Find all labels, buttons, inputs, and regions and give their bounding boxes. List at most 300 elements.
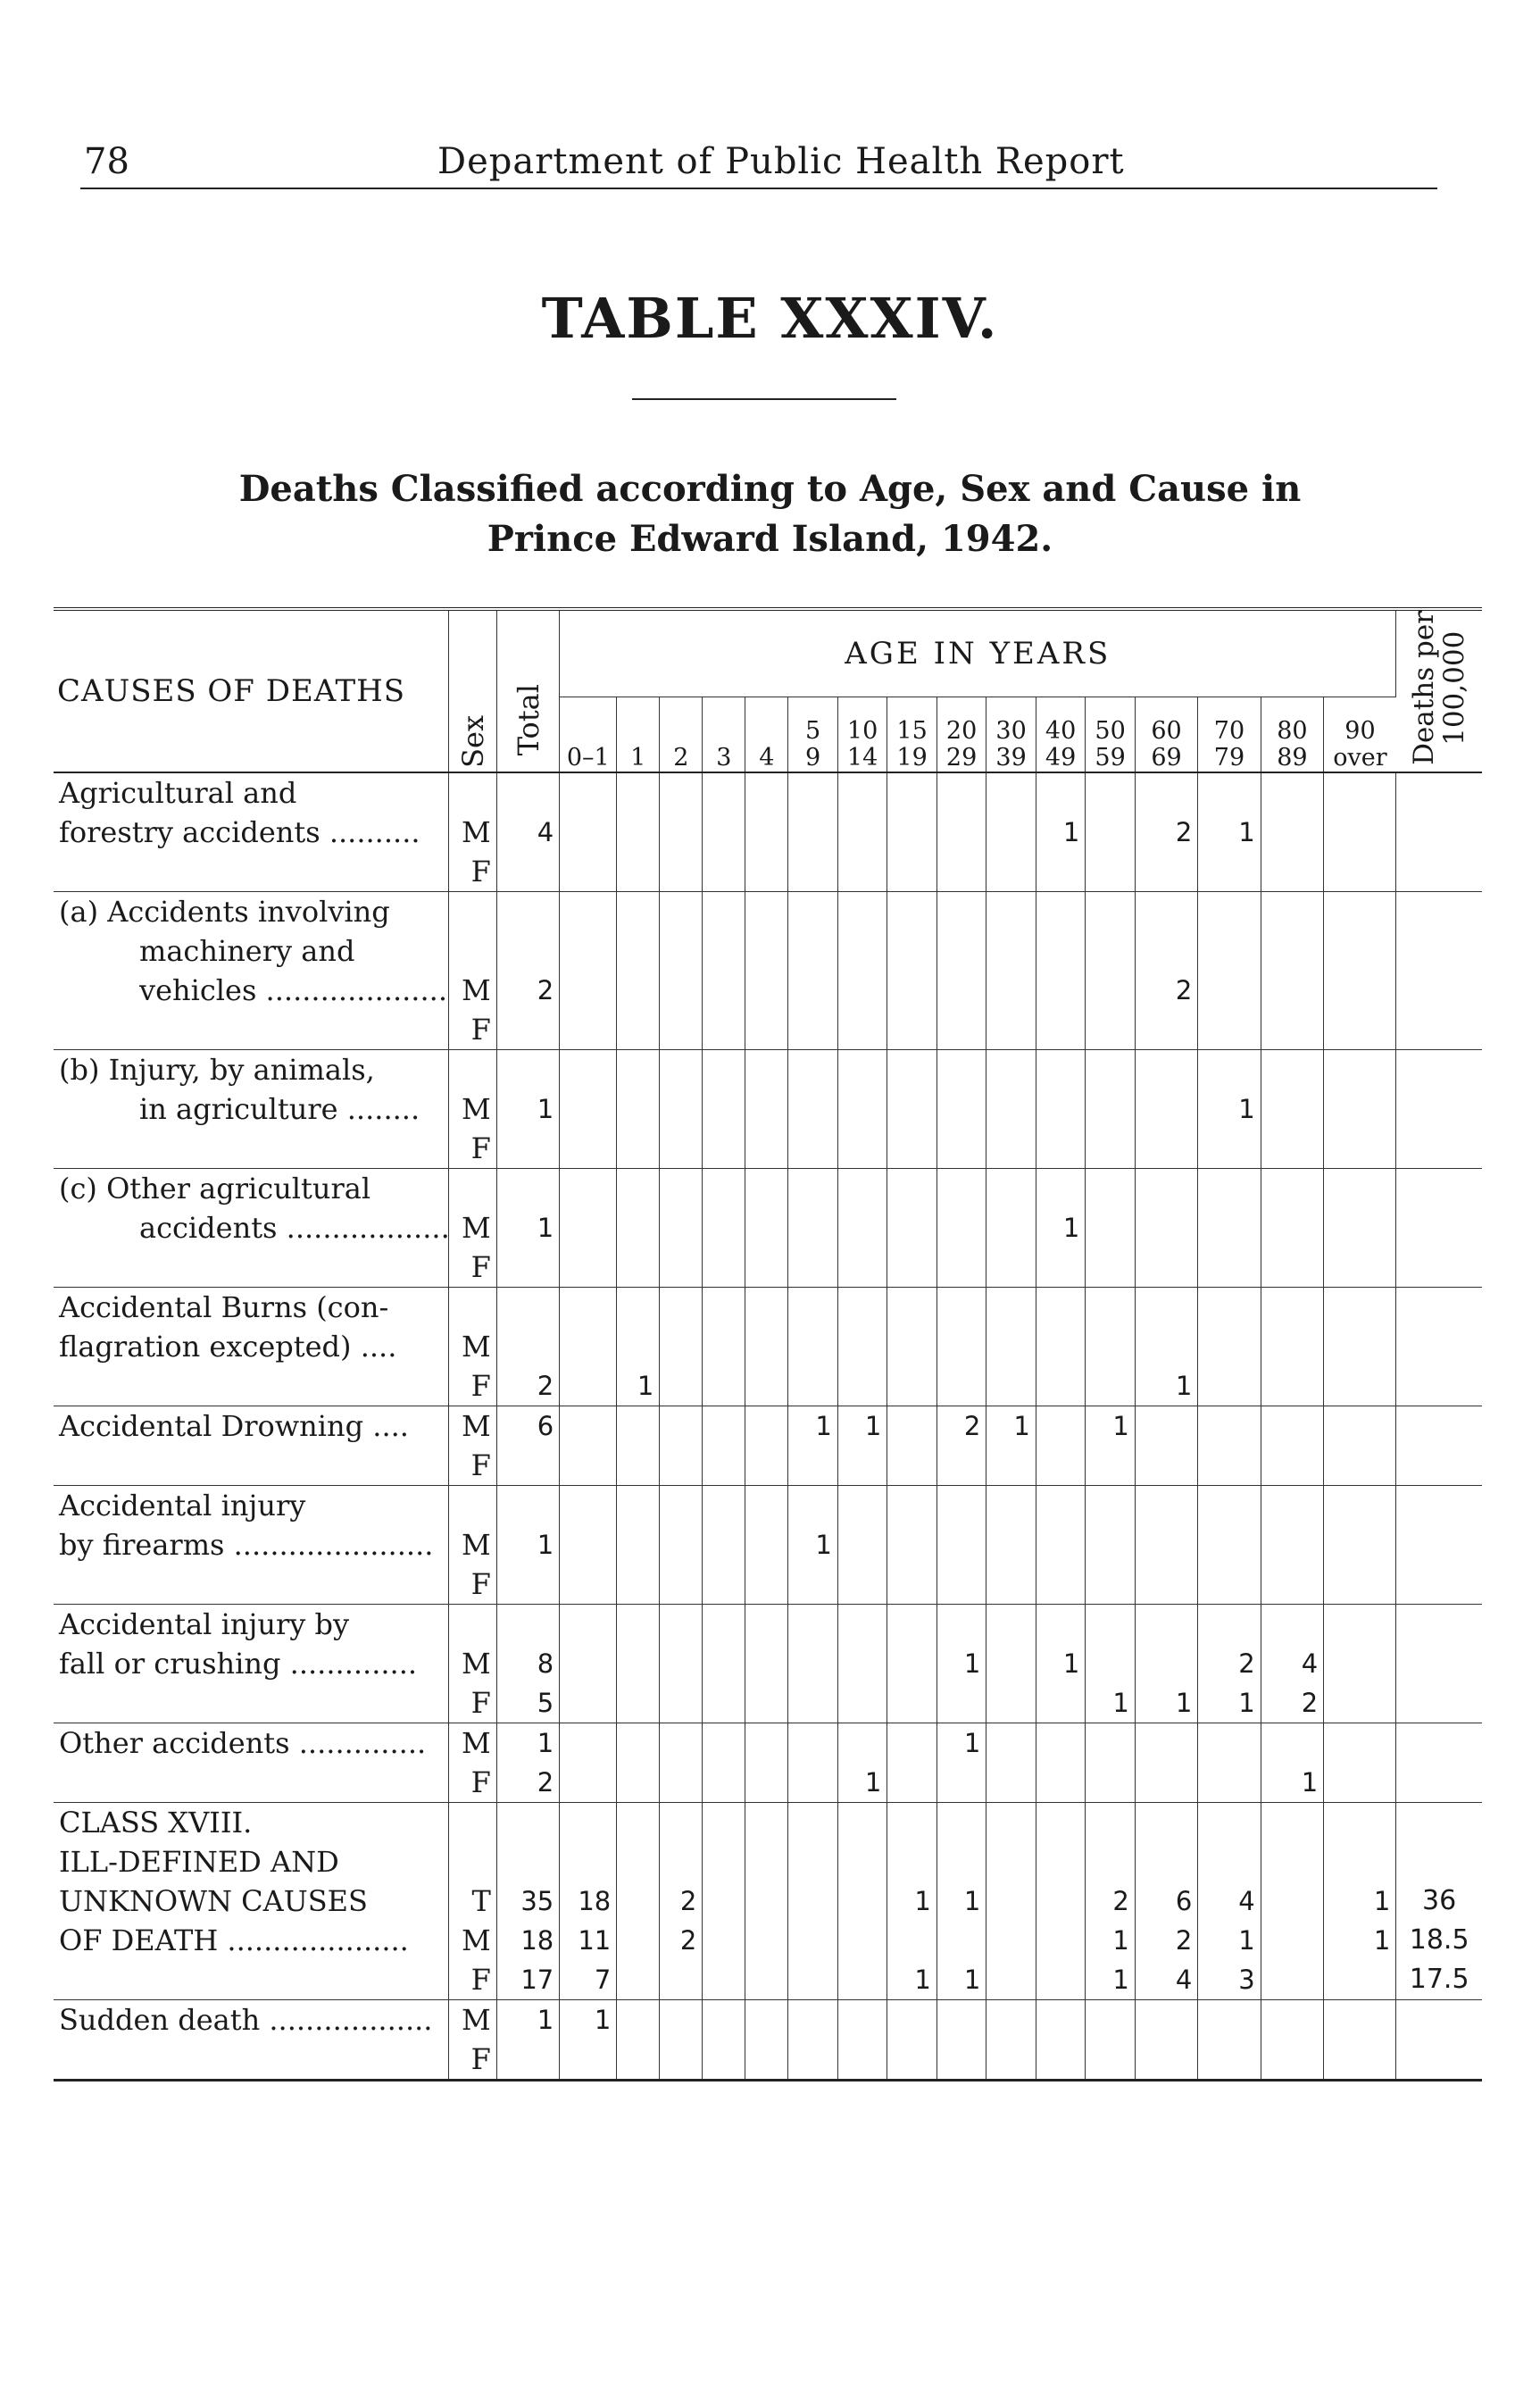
age-count-cell — [837, 1881, 887, 1921]
age-count-cell — [560, 1168, 617, 1208]
age-count-cell — [660, 1644, 703, 1683]
sex-cell: F — [449, 1763, 496, 1803]
age-count-cell — [1036, 1287, 1086, 1327]
age-count-cell — [1086, 1129, 1136, 1169]
age-count-cell: 1 — [1198, 1683, 1261, 1723]
age-count-cell: 1 — [936, 1723, 986, 1763]
age-bracket-start: 50 — [1095, 716, 1126, 745]
age-bracket-start: 60 — [1151, 716, 1182, 745]
age-count-cell — [560, 971, 617, 1010]
age-count-cell — [703, 1564, 745, 1605]
table-row — [54, 1485, 1482, 1525]
age-count-cell: 1 — [1036, 1644, 1086, 1683]
age-count-cell — [1036, 1010, 1086, 1050]
age-count-cell — [1198, 1723, 1261, 1763]
table-row — [54, 1604, 1482, 1644]
age-count-cell — [1036, 1999, 1086, 2040]
age-count-cell — [1086, 1287, 1136, 1327]
age-count-cell — [1261, 1168, 1323, 1208]
causes-column-header: CAUSES OF DEATHS — [54, 609, 449, 772]
age-count-cell: 1 — [1198, 1089, 1261, 1129]
total-cell: 2 — [496, 1366, 559, 1406]
age-count-cell — [887, 1723, 937, 1763]
age-count-cell: 6 — [1135, 1881, 1197, 1921]
age-count-cell — [788, 1564, 838, 1605]
age-count-cell — [986, 1287, 1036, 1327]
age-count-cell — [1324, 1763, 1396, 1803]
age-count-cell — [1324, 772, 1396, 813]
age-count-cell — [887, 1604, 937, 1644]
total-cell: 1 — [496, 1089, 559, 1129]
age-count-cell — [788, 852, 838, 892]
age-count-cell — [745, 1089, 788, 1129]
age-count-cell — [660, 1723, 703, 1763]
rate-cell — [1396, 1129, 1482, 1169]
age-count-cell — [936, 1604, 986, 1644]
age-count-cell — [1036, 1485, 1086, 1525]
age-count-cell — [1036, 772, 1086, 813]
cause-label: (b) Injury, by animals, — [54, 1049, 449, 1089]
total-cell: 18 — [496, 1921, 559, 1960]
age-count-cell — [560, 1327, 617, 1366]
age-count-cell — [703, 1881, 745, 1921]
age-count-cell — [788, 1960, 838, 2000]
age-count-cell — [986, 1881, 1036, 1921]
age-count-cell — [1135, 1446, 1197, 1486]
age-bracket-header — [745, 697, 788, 772]
age-count-cell — [703, 1129, 745, 1169]
age-count-cell — [986, 1763, 1036, 1803]
age-count-cell — [837, 1802, 887, 1842]
rate-cell — [1396, 1168, 1482, 1208]
age-bracket-end: 0–1 — [566, 743, 610, 772]
age-count-cell — [560, 1049, 617, 1089]
age-count-cell — [1324, 1366, 1396, 1406]
cause-label — [54, 2040, 449, 2081]
age-count-cell — [1261, 1406, 1323, 1446]
age-count-cell — [1198, 1999, 1261, 2040]
age-count-cell: 1 — [1036, 1208, 1086, 1247]
age-count-cell — [1198, 1327, 1261, 1366]
age-count-cell — [703, 852, 745, 892]
total-cell — [496, 1247, 559, 1288]
table-row — [54, 1287, 1482, 1327]
age-count-cell — [887, 1564, 937, 1605]
age-count-cell — [837, 1208, 887, 1247]
age-count-cell — [560, 2040, 617, 2081]
table-row — [54, 971, 1482, 1010]
age-count-cell — [660, 813, 703, 852]
age-bracket-header — [936, 697, 986, 772]
cause-label: Accidental Drowning .... — [54, 1406, 449, 1446]
age-count-cell — [660, 2040, 703, 2081]
age-count-cell — [986, 1525, 1036, 1564]
age-count-cell — [617, 1604, 660, 1644]
age-count-cell: 4 — [1261, 1644, 1323, 1683]
age-count-cell: 1 — [1086, 1683, 1136, 1723]
table-row — [54, 852, 1482, 892]
age-count-cell: 1 — [788, 1406, 838, 1446]
age-count-cell — [1324, 1644, 1396, 1683]
age-bracket-end: 9 — [804, 743, 821, 772]
age-count-cell — [1135, 1644, 1197, 1683]
age-count-cell — [1261, 1366, 1323, 1406]
age-count-cell — [986, 1604, 1036, 1644]
age-count-cell — [1036, 1247, 1086, 1288]
age-count-cell — [1324, 2040, 1396, 2081]
age-count-cell — [936, 971, 986, 1010]
cause-label: fall or crushing .............. — [54, 1644, 449, 1683]
age-count-cell — [560, 1129, 617, 1169]
age-count-cell — [788, 1446, 838, 1486]
age-count-cell — [1198, 1842, 1261, 1881]
cause-label: Sudden death .................. — [54, 1999, 449, 2040]
age-count-cell — [1198, 1485, 1261, 1525]
table-row — [54, 1010, 1482, 1050]
rate-cell — [1396, 1287, 1482, 1327]
age-count-cell — [660, 1247, 703, 1288]
cause-label: OF DEATH .................... — [54, 1921, 449, 1960]
age-count-cell — [1198, 931, 1261, 971]
age-count-cell — [703, 1842, 745, 1881]
age-count-cell — [1198, 2040, 1261, 2081]
age-count-cell: 2 — [660, 1921, 703, 1960]
age-count-cell — [745, 1802, 788, 1842]
age-count-cell — [1261, 1247, 1323, 1288]
age-count-cell — [703, 1089, 745, 1129]
age-count-cell — [1135, 2040, 1197, 2081]
age-count-cell — [745, 1446, 788, 1486]
age-count-cell — [745, 852, 788, 892]
sex-cell: M — [449, 1327, 496, 1366]
age-count-cell — [837, 1960, 887, 2000]
age-count-cell — [1086, 772, 1136, 813]
table-row — [54, 1247, 1482, 1288]
age-count-cell — [936, 1089, 986, 1129]
total-column-header: Total — [496, 609, 559, 772]
age-count-cell — [660, 1683, 703, 1723]
age-count-cell — [936, 772, 986, 813]
age-count-cell — [1198, 1247, 1261, 1288]
age-count-cell — [1261, 1960, 1323, 2000]
age-count-cell: 1 — [1324, 1881, 1396, 1921]
age-count-cell — [986, 891, 1036, 931]
rate-cell — [1396, 852, 1482, 892]
age-bracket-end: 69 — [1151, 743, 1182, 772]
age-count-cell — [560, 1010, 617, 1050]
sex-cell — [449, 1049, 496, 1089]
age-count-cell — [560, 813, 617, 852]
age-count-cell — [1086, 1485, 1136, 1525]
age-count-cell — [936, 931, 986, 971]
age-count-cell — [936, 1842, 986, 1881]
rate-cell — [1396, 1683, 1482, 1723]
age-count-cell — [887, 1485, 937, 1525]
age-count-cell — [703, 1287, 745, 1327]
age-count-cell — [986, 1723, 1036, 1763]
age-count-cell — [745, 1999, 788, 2040]
age-count-cell — [1086, 1564, 1136, 1605]
age-count-cell — [986, 1802, 1036, 1842]
age-count-cell — [617, 1763, 660, 1803]
age-count-cell — [936, 1366, 986, 1406]
age-count-cell — [745, 1049, 788, 1089]
age-count-cell — [1261, 1604, 1323, 1644]
age-bracket-end: 79 — [1213, 743, 1245, 772]
subtitle-line-2: Prince Edward Island, 1942. — [487, 518, 1053, 560]
age-count-cell — [936, 1525, 986, 1564]
age-count-cell: 4 — [1198, 1881, 1261, 1921]
age-count-cell — [1086, 1446, 1136, 1486]
age-count-cell — [660, 1208, 703, 1247]
age-count-cell — [617, 1802, 660, 1842]
age-count-cell — [1036, 1960, 1086, 2000]
age-bracket-start — [703, 718, 744, 745]
age-count-cell — [1261, 1010, 1323, 1050]
age-count-cell — [703, 1208, 745, 1247]
age-count-cell — [703, 1604, 745, 1644]
age-count-cell — [560, 1287, 617, 1327]
total-cell: 2 — [496, 971, 559, 1010]
age-count-cell — [1036, 1366, 1086, 1406]
age-count-cell — [703, 1049, 745, 1089]
age-count-cell — [703, 1723, 745, 1763]
age-count-cell — [660, 1763, 703, 1803]
age-count-cell — [617, 1446, 660, 1486]
age-count-cell — [936, 1485, 986, 1525]
age-count-cell — [560, 1763, 617, 1803]
age-count-cell: 1 — [1324, 1921, 1396, 1960]
age-count-cell — [986, 931, 1036, 971]
age-count-cell — [1135, 1247, 1197, 1288]
age-count-cell — [703, 1485, 745, 1525]
age-bracket-header — [1324, 697, 1396, 772]
age-count-cell — [887, 1406, 937, 1446]
table-row — [54, 1960, 1482, 2000]
cause-label: Agricultural and — [54, 772, 449, 813]
sex-cell: F — [449, 2040, 496, 2081]
age-count-cell — [936, 1049, 986, 1089]
title-rule — [632, 398, 896, 400]
cause-label — [54, 1010, 449, 1050]
age-count-cell — [788, 772, 838, 813]
age-count-cell — [837, 1287, 887, 1327]
sex-cell — [449, 1802, 496, 1842]
age-count-cell — [1135, 891, 1197, 931]
age-count-cell — [887, 1763, 937, 1803]
age-count-cell — [887, 1168, 937, 1208]
age-count-cell — [560, 1208, 617, 1247]
age-count-cell — [1261, 1485, 1323, 1525]
age-count-cell — [745, 1010, 788, 1050]
age-count-cell — [1261, 931, 1323, 971]
age-count-cell — [660, 1525, 703, 1564]
age-count-cell — [1198, 971, 1261, 1010]
age-count-cell — [560, 931, 617, 971]
age-count-cell — [745, 1960, 788, 2000]
total-cell — [496, 772, 559, 813]
age-count-cell — [1324, 1089, 1396, 1129]
age-count-cell — [1135, 1327, 1197, 1366]
cause-label: (a) Accidents involving — [54, 891, 449, 931]
age-count-cell: 2 — [1086, 1881, 1136, 1921]
age-count-cell — [986, 852, 1036, 892]
age-count-cell — [1086, 971, 1136, 1010]
age-count-cell — [745, 1327, 788, 1366]
age-bracket-end: 29 — [945, 743, 978, 772]
age-count-cell — [887, 1525, 937, 1564]
sex-cell — [449, 931, 496, 971]
age-bracket-end: 1 — [630, 743, 646, 772]
age-count-cell — [703, 1644, 745, 1683]
age-count-cell — [617, 1881, 660, 1921]
age-count-cell — [788, 1366, 838, 1406]
age-count-cell — [1324, 1129, 1396, 1169]
age-bracket-end: 49 — [1045, 743, 1077, 772]
table-row — [54, 1763, 1482, 1803]
age-count-cell — [1036, 1129, 1086, 1169]
age-count-cell — [745, 813, 788, 852]
sex-cell — [449, 1168, 496, 1208]
sex-cell: F — [449, 1247, 496, 1288]
age-count-cell — [617, 772, 660, 813]
age-count-cell — [560, 1842, 617, 1881]
table-row — [54, 1089, 1482, 1129]
age-bracket-header — [837, 697, 887, 772]
total-cell — [496, 1327, 559, 1366]
total-cell: 1 — [496, 1208, 559, 1247]
age-count-cell — [745, 1683, 788, 1723]
sex-cell: M — [449, 1089, 496, 1129]
age-count-cell — [1324, 1327, 1396, 1366]
age-count-cell — [1135, 1129, 1197, 1169]
age-count-cell — [745, 931, 788, 971]
age-bracket-header — [1036, 697, 1086, 772]
age-count-cell — [887, 891, 937, 931]
rate-cell — [1396, 1842, 1482, 1881]
age-count-cell — [986, 1366, 1036, 1406]
cause-label — [54, 1366, 449, 1406]
total-cell: 5 — [496, 1683, 559, 1723]
age-count-cell: 1 — [1135, 1366, 1197, 1406]
age-count-cell — [617, 2040, 660, 2081]
age-count-cell — [986, 1842, 1036, 1881]
age-count-cell — [617, 1525, 660, 1564]
age-count-cell — [560, 1247, 617, 1288]
table-row — [54, 1327, 1482, 1366]
age-count-cell — [617, 1168, 660, 1208]
age-count-cell — [1135, 1525, 1197, 1564]
total-cell: 35 — [496, 1881, 559, 1921]
age-count-cell — [1086, 2040, 1136, 2081]
age-count-cell — [1036, 1525, 1086, 1564]
age-count-cell — [936, 1287, 986, 1327]
age-count-cell — [1036, 1446, 1086, 1486]
total-cell: 1 — [496, 1999, 559, 2040]
age-count-cell — [745, 1881, 788, 1921]
age-count-cell — [1324, 971, 1396, 1010]
age-count-cell — [617, 931, 660, 971]
age-count-cell — [837, 1723, 887, 1763]
age-count-cell — [560, 1802, 617, 1842]
sex-cell: F — [449, 1366, 496, 1406]
page-header — [80, 141, 1437, 189]
age-count-cell — [1198, 1366, 1261, 1406]
age-count-cell — [703, 1247, 745, 1288]
age-count-cell: 1 — [887, 1881, 937, 1921]
age-count-cell — [617, 1683, 660, 1723]
rate-cell — [1396, 1802, 1482, 1842]
total-cell — [496, 852, 559, 892]
cause-label — [54, 1247, 449, 1288]
age-count-cell — [1324, 1525, 1396, 1564]
rate-cell: 18.5 — [1409, 1923, 1469, 1956]
age-count-cell — [745, 772, 788, 813]
age-count-cell — [837, 1842, 887, 1881]
age-count-cell — [1135, 1049, 1197, 1089]
age-count-cell — [788, 1763, 838, 1803]
age-count-cell — [745, 1564, 788, 1605]
rate-cell — [1396, 1999, 1482, 2040]
cause-label — [54, 1683, 449, 1723]
age-count-cell: 1 — [936, 1644, 986, 1683]
age-count-cell: 7 — [560, 1960, 617, 2000]
age-count-cell — [1086, 1168, 1136, 1208]
age-count-cell — [1198, 1525, 1261, 1564]
age-count-cell — [660, 971, 703, 1010]
rate-cell — [1396, 1247, 1482, 1288]
rate-cell — [1396, 1525, 1482, 1564]
age-count-cell — [745, 1129, 788, 1169]
age-count-cell — [1198, 1129, 1261, 1169]
total-cell: 6 — [496, 1406, 559, 1446]
age-count-cell — [936, 1921, 986, 1960]
age-count-cell — [660, 1960, 703, 2000]
age-bracket-end: 2 — [673, 743, 689, 772]
age-count-cell — [1261, 1089, 1323, 1129]
age-count-cell: 1 — [1198, 813, 1261, 852]
age-count-cell — [887, 1287, 937, 1327]
age-count-cell — [617, 1089, 660, 1129]
age-count-cell — [1324, 1406, 1396, 1446]
age-count-cell — [703, 1960, 745, 2000]
age-bracket-header — [560, 697, 617, 772]
age-count-cell — [703, 1763, 745, 1803]
age-count-cell — [1135, 1287, 1197, 1327]
total-cell — [496, 1564, 559, 1605]
age-count-cell — [1036, 1564, 1086, 1605]
total-cell — [496, 2040, 559, 2081]
age-count-cell — [887, 772, 937, 813]
age-count-cell — [1135, 1010, 1197, 1050]
age-count-cell — [1086, 1089, 1136, 1129]
age-count-cell — [1198, 891, 1261, 931]
age-count-cell — [617, 813, 660, 852]
age-count-cell — [1198, 1604, 1261, 1644]
age-count-cell — [617, 852, 660, 892]
age-bracket-start: 70 — [1213, 716, 1245, 745]
age-count-cell — [1135, 1564, 1197, 1605]
age-count-cell — [788, 891, 838, 931]
total-cell: 17 — [496, 1960, 559, 2000]
total-cell — [496, 1446, 559, 1486]
age-count-cell — [703, 1999, 745, 2040]
age-count-cell — [936, 1168, 986, 1208]
age-count-cell — [1324, 1999, 1396, 2040]
age-count-cell — [788, 1921, 838, 1960]
sex-cell — [449, 772, 496, 813]
age-count-cell: 1 — [986, 1406, 1036, 1446]
